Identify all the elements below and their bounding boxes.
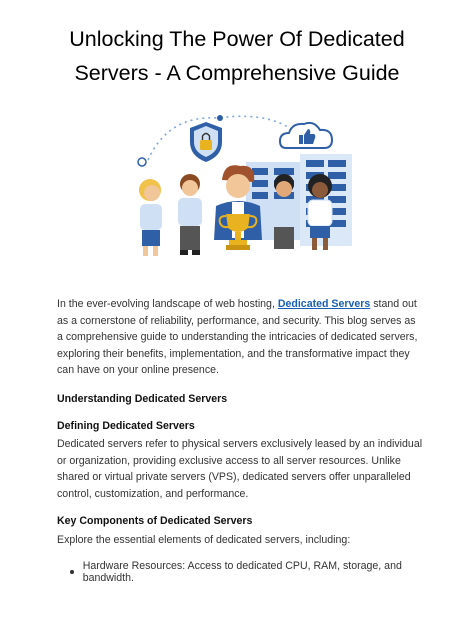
components-paragraph: Explore the essential elements of dedicated servers, including: [57,534,351,546]
page-title [0,22,474,90]
bullet-icon [70,570,74,574]
hero-illustration [128,110,368,280]
title-line-1: Unlocking The Power Of Dedicated [69,27,405,51]
intro-text-before-link: In the ever-evolving landscape of web hosting, [57,298,278,310]
person-avatar [139,179,162,256]
dedicated-servers-link[interactable]: Dedicated Servers [277,298,371,310]
title-line-2: Servers - A Comprehensive Guide [74,61,400,85]
cloud-like-icon [280,123,332,148]
person-avatar [272,174,296,249]
subheading-key-components: Key Components of Dedicated Servers [57,515,253,527]
section-heading-understanding: Understanding Dedicated Servers [57,393,228,405]
intro-text-after-link: stand out as a cornerstone of reliability, performance, and security. This blog serves as a comprehensive guide to understanding the intricacies of dedicated servers, exploring their benefits, implementation, and the transformative impact they can have on your online presence. [57,298,418,376]
defining-paragraph: Dedicated servers refer to physical servers exclusively leased by an individual or organization, providing exclusive access to all server resources. Unlike shared or virtual private servers (VPS), dedicated servers offer unparalleled control, customization, and performance. [57,438,423,500]
subheading-defining: Defining Dedicated Servers [57,420,195,432]
list-item-text: Hardware Resources: Access to dedicated CPU, RAM, storage, and bandwidth. [82,560,402,584]
list-item [70,560,430,584]
shield-lock-icon [190,122,222,162]
person-avatar [178,174,202,255]
intro-paragraph [57,296,423,379]
server-rack [246,154,352,246]
